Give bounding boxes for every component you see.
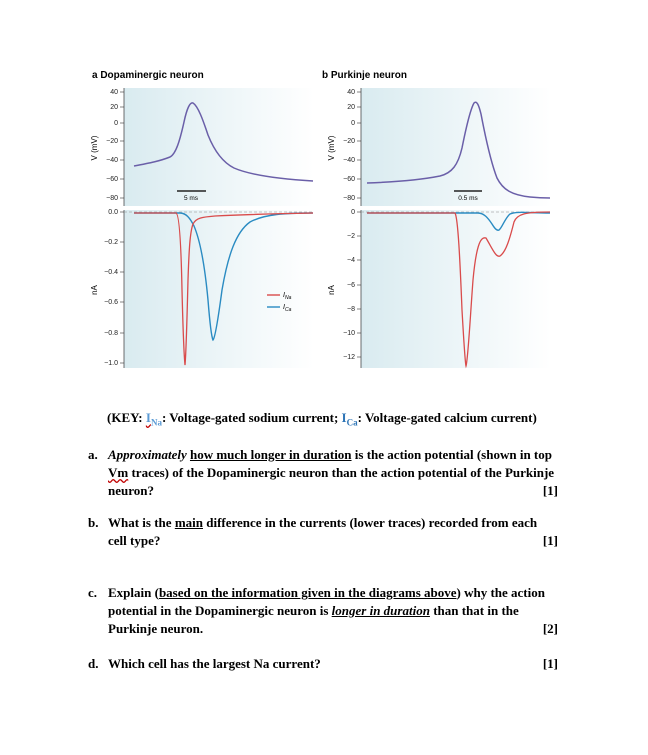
- legend-ica-label: $I_{Ca}$: [283, 304, 292, 313]
- question-a-label: a.: [88, 447, 98, 462]
- tick-label: −8: [347, 306, 355, 313]
- tick-label: −60: [343, 176, 355, 183]
- key-ica-symbol: $I_{Ca}$: [341, 410, 358, 428]
- panel-b-voltage-ticks: [343, 89, 361, 202]
- panel-a-voltage-ylabel: V (mV): [90, 135, 99, 161]
- tick-label: −4: [347, 257, 355, 264]
- panel-a: [90, 70, 314, 368]
- tick-label: −40: [106, 157, 118, 164]
- question-c-text: Explain (based on the information given in the diagrams above) why the action potential in the Dopaminergic neuron is longer in duration than that in the Purkinje neuron.: [108, 585, 545, 636]
- tick-label: −0.4: [104, 269, 118, 276]
- tick-label: −0.6: [104, 299, 118, 306]
- tick-label: −2: [347, 233, 355, 240]
- panel-a-current-ylabel: nA: [90, 285, 99, 295]
- panel-a-voltage-background: [124, 88, 314, 206]
- question-b: [88, 514, 558, 552]
- tick-label: −12: [343, 354, 355, 361]
- question-c-label: c.: [88, 585, 98, 600]
- tick-label: 0: [351, 209, 355, 216]
- panel-b-current-ylabel: nA: [327, 285, 336, 295]
- question-b-text: What is the main difference in the currents (lower traces) recorded from each cell type?: [108, 515, 538, 548]
- question-d-label: d.: [88, 656, 99, 671]
- tick-label: −6: [347, 282, 355, 289]
- panel-b-scale-label: 0.5 ms: [458, 195, 478, 202]
- key-open: (KEY:: [107, 410, 146, 425]
- tick-label: 20: [347, 104, 355, 111]
- panel-a-current-ticks: [104, 209, 124, 367]
- tick-label: 40: [347, 89, 355, 96]
- tick-label: −10: [343, 330, 355, 337]
- tick-label: 0.0: [108, 209, 118, 216]
- panel-b-current-background: [361, 210, 551, 368]
- question-b-label: b.: [88, 515, 99, 530]
- panel-b-voltage-ylabel: V (mV): [327, 135, 336, 161]
- tick-label: −0.8: [104, 330, 118, 337]
- tick-label: −1.0: [104, 360, 118, 367]
- tick-label: 0: [114, 120, 118, 127]
- tick-label: −20: [106, 138, 118, 145]
- question-a-marks: [1]: [542, 483, 558, 498]
- figure-key: [107, 410, 537, 428]
- question-d: [88, 655, 558, 675]
- key-ina-desc: : Voltage-gated sodium current;: [161, 410, 342, 425]
- tick-label: 0: [351, 120, 355, 127]
- tick-label: −80: [343, 195, 355, 202]
- question-a-text: Approximately how much longer in duration is the action potential (shown in top Vm traces) of the Dopaminergic neuron than the action potential of the Purkinje neuron?: [108, 447, 555, 498]
- panel-a-current-background: [124, 210, 314, 368]
- panel-b: [322, 70, 551, 368]
- question-d-text: Which cell has the largest Na current?: [108, 656, 321, 671]
- question-c: [88, 584, 558, 640]
- tick-label: −40: [343, 157, 355, 164]
- tick-label: −60: [106, 176, 118, 183]
- question-a: [88, 446, 558, 502]
- panel-b-voltage-background: [361, 88, 551, 206]
- tick-label: 20: [110, 104, 118, 111]
- tick-label: −20: [343, 138, 355, 145]
- panel-b-title: b Purkinje neuron: [322, 70, 408, 81]
- key-ina-symbol: $I_{Na}$: [145, 410, 162, 428]
- tick-label: −80: [106, 195, 118, 202]
- tick-label: 40: [110, 89, 118, 96]
- panel-a-scale-label: 5 ms: [183, 195, 199, 202]
- panel-a-voltage-ticks: [106, 89, 124, 202]
- panel-a-title: a Dopaminergic neuron: [92, 70, 204, 81]
- question-c-marks: [2]: [542, 621, 558, 636]
- panel-b-current-ticks: [343, 209, 361, 361]
- question-d-marks: [1]: [542, 656, 558, 671]
- key-ica-desc: : Voltage-gated calcium current): [357, 410, 537, 425]
- question-b-marks: [1]: [542, 533, 558, 548]
- legend-ina-label: $I_{Na}$: [283, 292, 292, 301]
- tick-label: −0.2: [104, 239, 118, 246]
